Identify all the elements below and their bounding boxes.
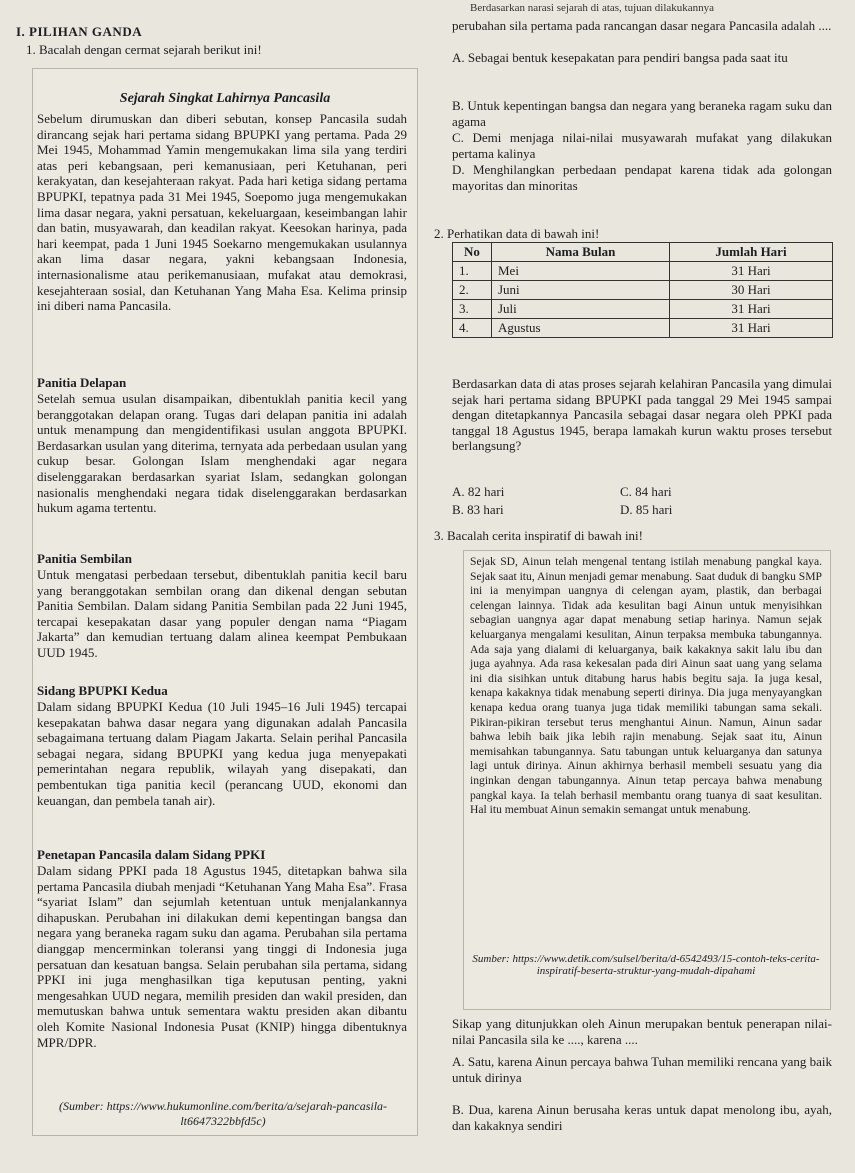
question-3-prompt: 3. Bacalah cerita inspiratif di bawah ini!	[434, 528, 644, 543]
table-cell: Juni	[492, 281, 670, 300]
table-row	[453, 300, 833, 319]
article-source: (Sumber: https://www.hukumonline.com/berita/a/sejarah-pancasila-lt6647322bbfd5c)	[58, 1099, 388, 1128]
table-header: Jumlah Hari	[670, 243, 833, 262]
q1-option-a[interactable]: A. Sebagai bentuk kesepakatan para pendiri bangsa pada saat itu	[452, 50, 788, 65]
q2-option-c[interactable]: C. 84 hari	[620, 484, 672, 499]
months-table	[452, 242, 833, 338]
question-1-stem: perubahan sila pertama pada rancangan dasar negara Pancasila adalah ....	[452, 18, 832, 33]
q1-option-b[interactable]: B. Untuk kepentingan bangsa dan negara yang beraneka ragam suku dan agama	[452, 98, 832, 129]
section-label: I. PILIHAN GANDA	[16, 24, 143, 39]
section-panitia-delapan-title: Panitia Delapan	[37, 375, 127, 390]
header-note: Berdasarkan narasi sejarah di atas, tujuan dilakukannya	[470, 2, 715, 14]
table-cell: 30 Hari	[670, 281, 833, 300]
article-title: Sejarah Singkat Lahirnya Pancasila	[119, 91, 331, 106]
article-box	[32, 68, 418, 1136]
q1-option-d[interactable]: D. Menghilangkan perbedaan pendapat karena tidak ada golongan mayoritas dan minoritas	[452, 162, 832, 193]
article-intro: Sebelum dirumuskan dan diberi sebutan, konsep Pancasila sudah dirancang sejak hari pertama sidang BPUPKI yang pertama. Pada 29 Mei 1945, Mohammad Yamin mengemukakan lima sila yang terdiri atas peri kebangsaan, peri kemanusiaan, peri Ketuhanan, peri kerakyatan, dan kesejahteraan rakyat. Pada hari ketiga sidang pertama BPUPKI, tepatnya pada 31 Mei 1945, Soepomo juga mengemukakan lima dasar negara, yakni persatuan, kekeluargaan, keseimbangan lahir dan batin, musyawarah, dan keadilan rakyat. Keesokan harinya, pada hari keempat, pada 1 Juni 1945 Soekarno mengemukakan usulannya akan lima dasar negara, yakni kebangsaan Indonesia, internasionalisme atau perikemanusiaan, mufakat atau demokrasi, kesejahteraan sosial, dan Ketuhanan Yang Maha Esa. Kelima prinsip ini diberi nama Pancasila.	[37, 111, 407, 314]
story-box	[463, 550, 831, 1010]
table-header: Nama Bulan	[492, 243, 670, 262]
q3-option-b[interactable]: B. Dua, karena Ainun berusaha keras untuk dapat menolong ibu, ayah, dan kakaknya sendiri	[452, 1102, 832, 1133]
table-header-row	[453, 243, 833, 262]
q3-option-a[interactable]: A. Satu, karena Ainun percaya bahwa Tuhan memiliki rencana yang baik untuk dirinya	[452, 1054, 832, 1085]
q2-option-b[interactable]: B. 83 hari	[452, 502, 504, 517]
section-panitia-sembilan-title: Panitia Sembilan	[37, 551, 132, 566]
story-text: Sejak SD, Ainun telah mengenal tentang istilah menabung pangkal kaya. Sejak saat itu, Ainun menjadi gemar menabung. Saat duduk di bangku SMP ini ia menyimpan uangnya di celengan ayam, plastik, dan berbagai celengan lainnya. Tidak ada kesulitan bagi Ainun untuk menyisihkan sebagian uangnya agar dapat menabung setiap harinya. Namun sejak keluarganya mengalami kesulitan, Ainun terpaksa membuka tabungannya. Ada saja yang dialami di keluarganya, baik kakaknya sakit lalu ibu dan juga ayahnya. Ada rasa kekesalan pada diri Ainun saat uang yang selama ini dia sisihkan untuk ditabung harus habis begitu saja. Ia juga kesal, kenapa kakaknya tidak menabung seperti dirinya. Dia juga menyayangkan kenapa kedua orang tuanya juga tidak memiliki tabungan sama sekali. Pikiran-pikiran tersebut terus menghantui Ainun. Namun, Ainun sadar bahwa lebih baik jika lebih rajin menabung. Sejak saat itu, Ainun memisahkan tabungannya. Satu tabungan untuk keluarganya dan satunya lagi untuk dirinya. Ainun akhirnya berhasil membeli sesuatu yang dia inginkan dengan tabungannya. Ainun tetap percaya bahwa menabung pangkal kaya. Ia telah berhasil membantu orang tuanya di saat kesulitan. Hal itu membuat Ainun semakin semangat untuk menabung.	[470, 555, 822, 817]
table-cell: Agustus	[492, 319, 670, 338]
section-ppki-title: Penetapan Pancasila dalam Sidang PPKI	[37, 847, 266, 862]
table-header: No	[453, 243, 492, 262]
section-sidang-kedua-text: Dalam sidang BPUPKI Kedua (10 Juli 1945–16 Juli 1945) tercapai kesepakatan bahwa dasar negara yang digunakan adalah Pancasila sebagaimana tertuang dalam Piagam Jakarta. Selain perihal Pancasila sebagai negara, sidang BPUPKI yang kedua juga menyepakati pemerintahan negara republik, wilayah yang disepakati, dan pembentukan tiga panitia kecil (perancang UUD, ekonomi dan keuangan, dan pembela tanah air).	[37, 699, 407, 808]
table-cell: 1.	[453, 262, 492, 281]
section-sidang-kedua-title: Sidang BPUPKI Kedua	[37, 683, 168, 698]
table-cell: 31 Hari	[670, 319, 833, 338]
section-ppki-text: Dalam sidang PPKI pada 18 Agustus 1945, ditetapkan bahwa sila pertama Pancasila diubah menjadi “Ketuhanan Yang Maha Esa”. Frasa “syariat Islam” dan sejumlah ketentuan untuk menjalankannya dihapuskan. Perubahan ini dilakukan demi kepentingan bangsa dan negara yang beraneka ragam suku dan agama. Perubahan sila pertama dianggap mencerminkan toleransi yang tinggi di Indonesia juga persatuan dan kesatuan bangsa. Selain perubahan sila pertama, sidang PPKI ini juga menghasilkan tiga keputusan penting, yakni mengesahkan UUD negara, memilih presiden dan wakil presiden, dan memutuskan bahwa untuk sementara waktu presiden akan dibantu oleh Komite Nasional Indonesia Pusat (KNIP) hingga dibentuknya MPR/DPR.	[37, 863, 407, 1050]
q2-option-d[interactable]: D. 85 hari	[620, 502, 673, 517]
table-cell: 31 Hari	[670, 262, 833, 281]
question-3-stem: Sikap yang ditunjukkan oleh Ainun merupakan bentuk penerapan nilai-nilai Pancasila sila ke ...., karena ....	[452, 1016, 832, 1047]
story-source: Sumber: https://www.detik.com/sulsel/berita/d-6542493/15-contoh-teks-cerita-inspiratif-beserta-struktur-yang-mudah-dipahami	[472, 953, 820, 977]
table-cell: 4.	[453, 319, 492, 338]
table-cell: 3.	[453, 300, 492, 319]
table-row	[453, 262, 833, 281]
section-panitia-sembilan-text: Untuk mengatasi perbedaan tersebut, dibentuklah panitia kecil baru yang beranggotakan sembilan orang dan dikenal dengan sebutan Panitia Sembilan. Dalam sidang Panitia Sembilan pada 22 Juni 1945, tercapai kesepakatan dasar yang populer dengan nama “Piagam Jakarta” dan kemudian tertuang dalam alinea keempat Pembukaan UUD 1945.	[37, 567, 407, 660]
q1-option-c[interactable]: C. Demi menjaga nilai-nilai musyawarah mufakat yang dilakukan pertama kalinya	[452, 130, 832, 161]
table-cell: Mei	[492, 262, 670, 281]
question-2-prompt: 2. Perhatikan data di bawah ini!	[434, 226, 600, 241]
question-1-prompt: 1. Bacalah dengan cermat sejarah berikut ini!	[26, 42, 262, 57]
table-cell: Juli	[492, 300, 670, 319]
table-cell: 31 Hari	[670, 300, 833, 319]
table-row	[453, 319, 833, 338]
section-panitia-delapan-text: Setelah semua usulan disampaikan, dibentuklah panitia kecil yang beranggotakan delapan orang. Tugas dari delapan panitia ini adalah untuk menampung dan mengidentifikasi usulan anggota BPUPKI. Berdasarkan usulan yang diterima, ternyata ada perbedaan usulan yang cukup besar. Golongan Islam menghendaki agar negara diselenggarakan berdasarkan syariat Islam, sedangkan golongan nasionalis menghendaki negara tidak diselenggarakan berdasarkan hukum agama tertentu.	[37, 391, 407, 516]
question-2-text: Berdasarkan data di atas proses sejarah kelahiran Pancasila yang dimulai sejak hari pertama sidang BPUPKI pada tanggal 29 Mei 1945 sampai dengan ditetapkannya Pancasila sebagai dasar negara oleh PPKI pada tanggal 18 Agustus 1945, berapa lamakah kurun waktu proses tersebut berlangsung?	[452, 376, 832, 454]
q2-option-a[interactable]: A. 82 hari	[452, 484, 505, 499]
table-cell: 2.	[453, 281, 492, 300]
table-row	[453, 281, 833, 300]
